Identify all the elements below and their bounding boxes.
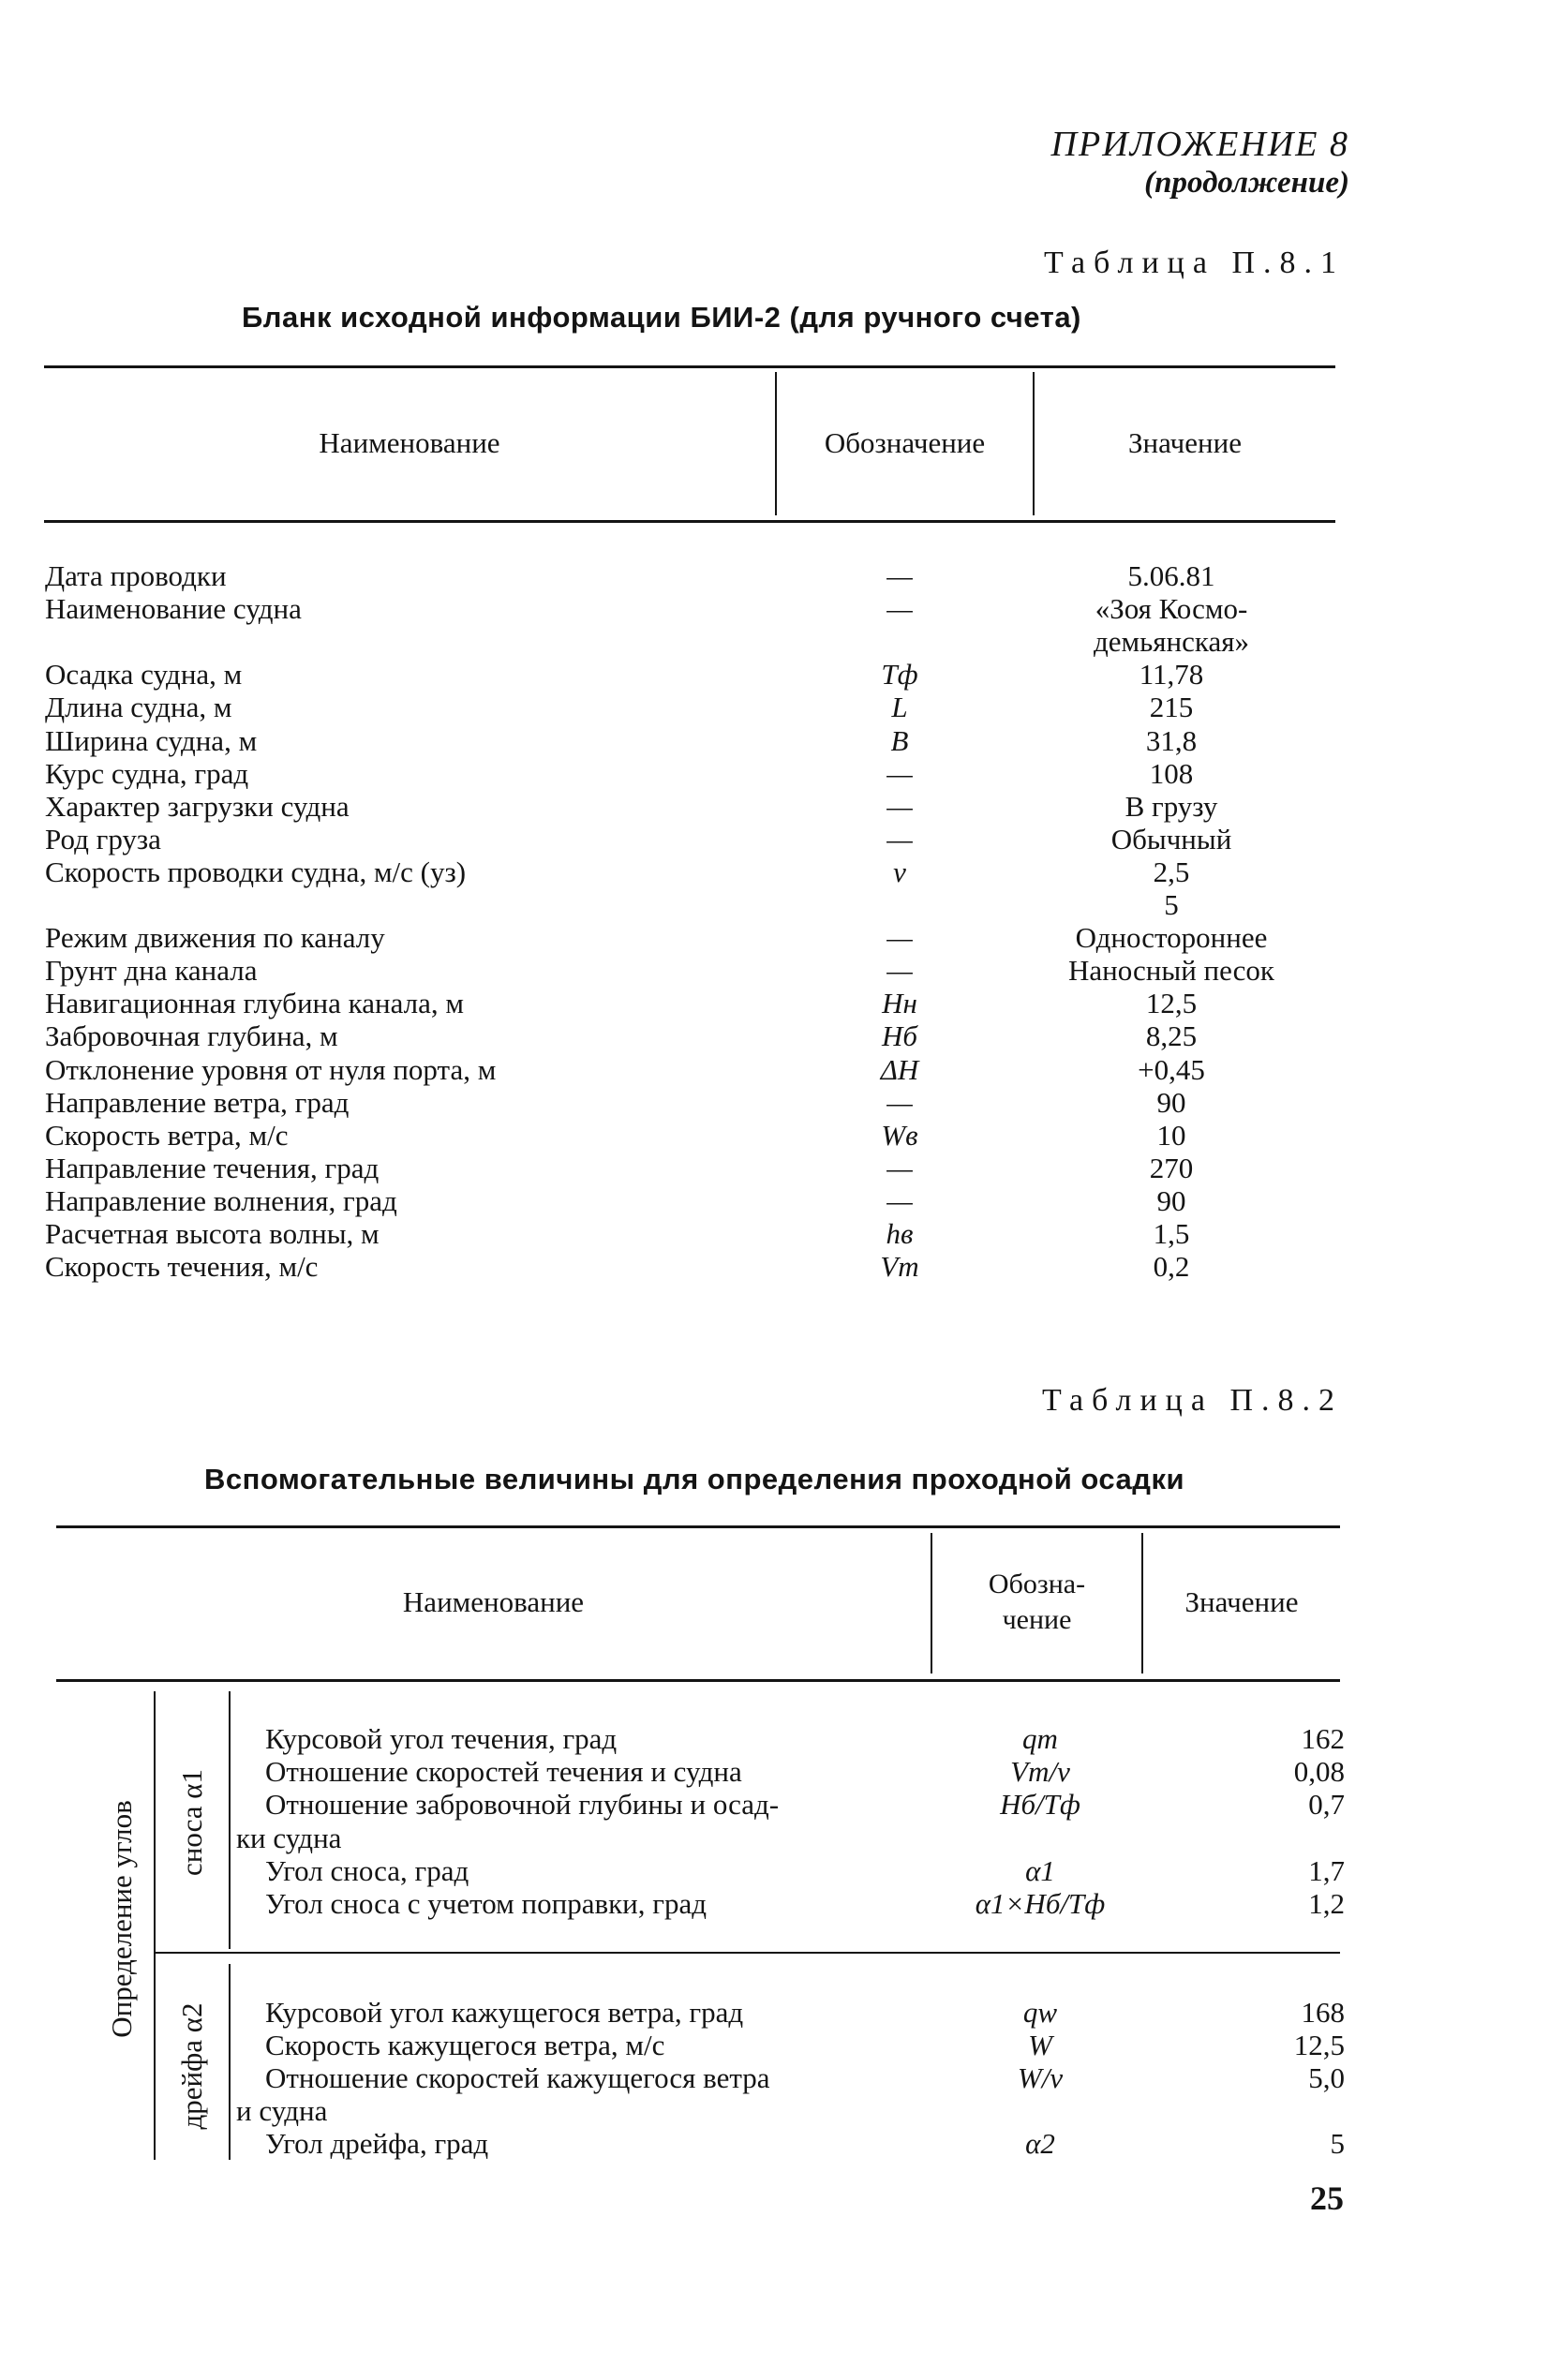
row-symbol: Vт [880,1250,919,1284]
table-row [0,724,1549,757]
table-row [0,2127,1549,2160]
row-name: Ширина судна, м [45,723,258,757]
row-name: Характер загрузки судна [45,789,350,823]
table-row [0,921,1549,954]
row-name: Скорость течения, м/с [45,1250,319,1284]
table-row [0,1119,1549,1152]
row-name: Длина судна, м [45,691,232,724]
row-symbol: L [891,691,908,724]
table1-top-rule [44,365,1335,368]
table-row [0,1152,1549,1184]
table-row [0,691,1549,723]
row-symbol: W [1028,2029,1052,2061]
row-value: 5.06.81 [1127,559,1215,592]
row-name: Курсовой угол течения, град [265,1722,618,1755]
row-symbol: Hб/Tф [1000,1788,1080,1821]
table2-header-name: Наименование [402,1585,585,1618]
table2-row-continuation: и судна [236,2094,328,2127]
row-symbol: v [893,855,906,888]
row-symbol: qт [1022,1722,1058,1755]
row-value: 2,5 [1153,855,1190,888]
table2-row-continuation: ки судна [236,1822,342,1854]
row-value: «Зоя Космо- [1095,592,1248,626]
row-name: Скорость кажущегося ветра, м/с [265,2029,665,2061]
table1-label: Таблица П.8.1 [1044,245,1345,280]
row-name: Дата проводки [45,559,227,592]
row-value: 0,7 [1308,1788,1345,1821]
table1-header-symbol: Обозначение [824,426,986,459]
table-row [0,757,1549,790]
row-name: Наименование судна [45,592,302,626]
row-symbol: Tф [881,658,918,692]
row-name: Курсовой угол кажущегося ветра, град [265,1996,744,2029]
row-name: Направление волнения, град [45,1183,397,1217]
row-value: Одностороннее [1075,921,1268,955]
row-name: Направление течения, град [45,1151,380,1184]
row-symbol: hв [886,1217,914,1250]
row-name: Угол сноса с учетом поправки, град [265,1887,707,1920]
table2-subgroup2-label: дрейфа α2 [175,2002,208,2130]
row-name: Забровочная глубина, м [45,1019,338,1053]
row-value: 90 [1156,1183,1186,1217]
table-row [0,625,1549,658]
row-name: Направление ветра, град [45,1085,350,1119]
row-name: Грунт дна канала [45,954,258,988]
row-symbol: Wв [881,1118,918,1152]
row-symbol: — [886,789,913,823]
row-symbol: — [886,921,913,955]
row-value: 215 [1149,691,1194,724]
table2-header-rule [56,1679,1340,1682]
row-name: Режим движения по каналу [45,921,385,955]
row-name: Род груза [45,822,161,855]
table-row [0,888,1549,921]
table-row [0,1184,1549,1217]
table2-label: Таблица П.8.2 [1042,1383,1343,1418]
row-symbol: Vт/v [1010,1755,1070,1788]
page-number: 25 [1310,2179,1344,2217]
row-value: 162 [1301,1722,1345,1755]
row-symbol: — [886,822,913,855]
row-symbol: — [886,1151,913,1184]
table-row [0,1217,1549,1250]
table1-header-name: Наименование [319,426,500,459]
row-value: 90 [1156,1085,1186,1119]
table-row [0,2061,1549,2094]
table1-title: Бланк исходной информации БИИ-2 (для ручного счета) [242,301,1081,334]
table-row [0,1019,1549,1052]
appendix-title: ПРИЛОЖЕНИЕ 8 [1050,125,1349,164]
row-name: Угол сноса, град [265,1854,469,1887]
table-row [0,1788,1549,1821]
table1-header-value: Значение [1128,426,1242,459]
row-symbol: W/v [1017,2061,1064,2094]
table2-subgroup1-label: сноса α1 [175,1769,208,1877]
row-value: 168 [1301,1996,1345,2029]
row-name: Навигационная глубина канала, м [45,987,464,1020]
row-value: 12,5 [1145,987,1198,1020]
table-row [0,954,1549,987]
table2-header-value: Значение [1184,1585,1299,1618]
table-row [0,1755,1549,1788]
row-name: Скорость ветра, м/с [45,1118,289,1152]
row-symbol: α1 [1025,1854,1055,1887]
row-value: 8,25 [1145,1019,1198,1053]
row-symbol: — [886,1183,913,1217]
table-row [0,2029,1549,2061]
row-value: 31,8 [1145,723,1198,757]
row-value: демьянская» [1093,625,1249,659]
row-symbol: qw [1022,1996,1058,2029]
table-row [0,987,1549,1019]
table-row [0,1996,1549,2029]
table2-header-symbol [932,1567,1141,1638]
row-name: Отклонение уровня от нуля порта, м [45,1052,497,1086]
row-symbol: — [886,592,913,626]
row-name: Осадка судна, м [45,658,243,692]
row-name: Отношение забровочной глубины и осад- [265,1788,780,1821]
row-name: Курс судна, град [45,756,249,790]
row-value: 0,08 [1293,1755,1345,1788]
row-symbol: Hн [882,987,917,1020]
row-value: +0,45 [1138,1052,1205,1086]
row-symbol: α2 [1025,2127,1055,2160]
table-row [0,658,1549,691]
table-row [0,823,1549,855]
row-name: Отношение скоростей течения и судна [265,1755,742,1788]
row-symbol: — [886,756,913,790]
table-row [0,1722,1549,1755]
row-value: 5 [1164,888,1179,921]
row-value: 11,78 [1139,658,1204,692]
table-row [0,592,1549,625]
row-value: 12,5 [1293,2029,1345,2061]
row-value: 1,2 [1308,1887,1345,1920]
row-symbol: — [886,954,913,988]
row-name: Расчетная высота волны, м [45,1217,380,1250]
table2-header-symbol-line1: Обозна- [988,1569,1086,1599]
table2-subgroup-rule [156,1952,1340,1954]
table-row [0,1053,1549,1086]
table1-header-rule [44,520,1335,523]
row-symbol: ΔH [880,1052,919,1086]
row-symbol: — [886,1085,913,1119]
table-row [0,1086,1549,1119]
row-symbol: B [890,723,909,757]
row-symbol: α1×Hб/Tф [975,1887,1106,1920]
table-row [0,559,1549,592]
table-row [0,1854,1549,1887]
row-value: 270 [1149,1151,1194,1184]
table-row [0,1250,1549,1283]
row-value: 108 [1149,756,1194,790]
row-symbol: — [886,559,913,592]
table2-group-label: Определение углов [105,1800,138,2038]
table-row [0,1887,1549,1920]
row-value: 1,7 [1308,1854,1345,1887]
row-value: В грузу [1125,789,1218,823]
row-name: Угол дрейфа, град [265,2127,489,2160]
row-value: 5,0 [1308,2061,1345,2094]
row-value: Обычный [1110,822,1232,855]
table-row [0,790,1549,823]
row-value: 0,2 [1153,1250,1190,1284]
row-name: Отношение скоростей кажущегося ветра [265,2061,770,2094]
row-name: Скорость проводки судна, м/с (уз) [45,855,467,888]
row-value: 1,5 [1153,1217,1190,1250]
row-symbol: Hб [882,1019,917,1053]
appendix-continuation: (продолжение) [1144,166,1349,200]
table-row [0,855,1549,888]
row-value: 5 [1330,2127,1345,2160]
row-value: Наносный песок [1068,954,1274,988]
table2-title: Вспомогательные величины для определения проходной осадки [204,1463,1185,1495]
table2-top-rule [56,1525,1340,1528]
row-value: 10 [1156,1118,1186,1152]
table2-header-symbol-line2: чение [1002,1604,1072,1635]
